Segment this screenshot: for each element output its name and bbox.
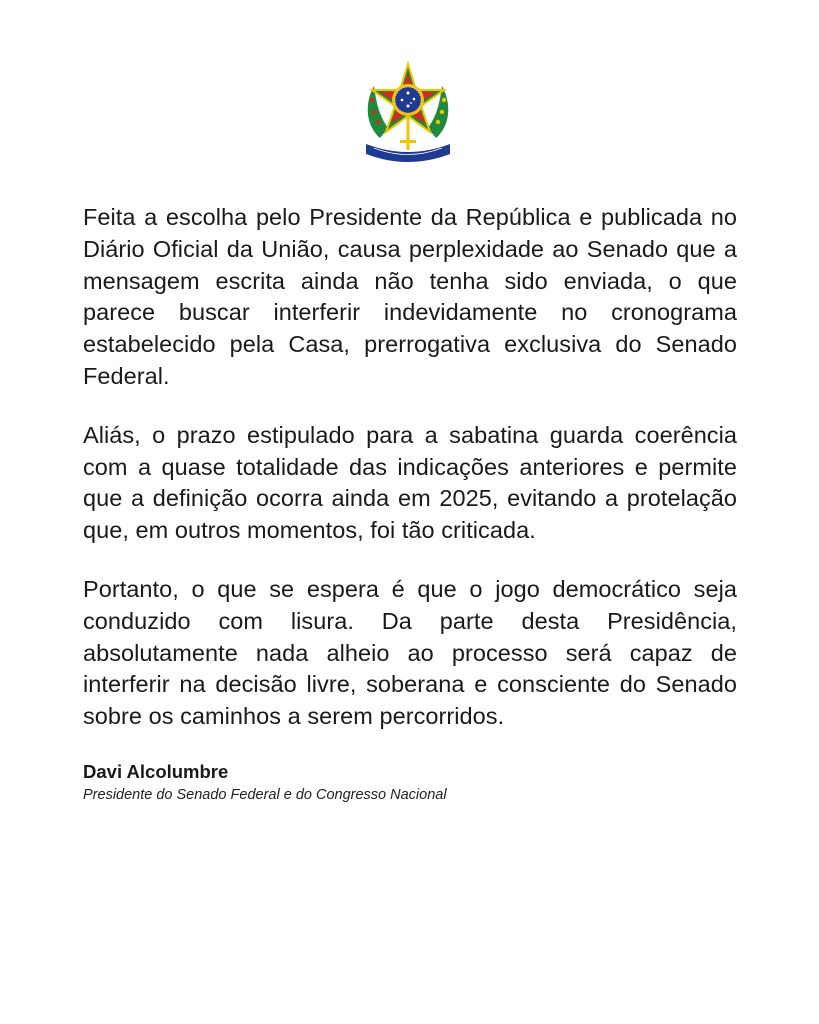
signatory-name: Davi Alcolumbre xyxy=(83,760,229,782)
statement-paragraph-1: Feita a escolha pelo Presidente da República e publicada no Diário Oficial da União, causa perplexidade ao Senado que a mensagem escrita ainda não tenha sido enviada, o que parece buscar interferir indevidamente no cronograma estabelecido pela Casa, prerrogativa exclusiva do Senado Federal. xyxy=(83,204,737,389)
statement-body xyxy=(83,202,737,806)
signatory-title: Presidente do Senado Federal e do Congresso Nacional xyxy=(83,786,447,803)
brazil-coat-of-arms-icon xyxy=(360,60,456,164)
signature-block xyxy=(83,760,737,806)
statement-paragraph-2: Aliás, o prazo estipulado para a sabatina guarda coerência com a quase totalidade das indicações anteriores e permite que a definição ocorra ainda em 2025, evitando a protelação que, em outros momentos, foi tão criticada. xyxy=(83,421,737,544)
statement-paragraph-3: Portanto, o que se espera é que o jogo democrático seja conduzido com lisura. Da parte desta Presidência, absolutamente nada alheio ao processo será capaz de interferir na decisão livre, soberana e consciente do Senado sobre os caminhos a serem percorridos. xyxy=(83,575,737,730)
